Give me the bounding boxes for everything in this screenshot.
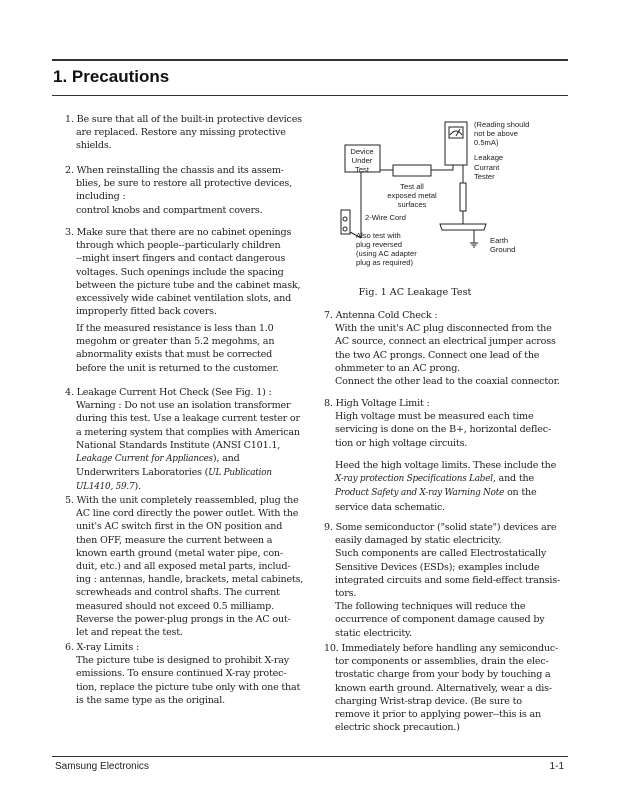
text-line <box>324 547 560 560</box>
text-line <box>324 561 560 574</box>
text-line <box>65 177 292 190</box>
svg-text:surfaces: surfaces <box>397 200 427 209</box>
italic-text: UL Publication <box>208 468 272 479</box>
text-segment: duit, etc.) and all exposed metal parts, includ- <box>76 561 291 573</box>
text-segment: 3. Make sure that there are no cabinet openings <box>65 227 292 238</box>
text-line <box>324 309 560 322</box>
text-line <box>324 613 560 626</box>
text-segment: the two AC prongs. Connect one lead of the <box>335 349 540 361</box>
text-line <box>76 322 279 335</box>
text-line <box>65 520 303 533</box>
text-segment: megohm or greater than 5.2 megohms, an <box>76 336 275 348</box>
svg-text:Test: Test <box>355 165 369 174</box>
text-line <box>65 600 303 613</box>
text-segment: ing : antennas, handle, brackets, metal cabinets, <box>76 574 304 586</box>
earth-pipe <box>440 224 486 230</box>
precaution-4 <box>65 386 300 495</box>
text-segment: --might insert fingers and contact dangerous <box>76 253 286 265</box>
svg-text:2-Wire Cord: 2-Wire Cord <box>365 213 406 222</box>
precaution-7 <box>324 309 560 388</box>
text-line <box>324 721 558 734</box>
text-line <box>324 335 560 348</box>
text-segment: let and repeat the test. <box>76 627 183 639</box>
precaution-2 <box>65 164 292 217</box>
text-segment: service data schematic. <box>335 501 445 513</box>
probe-resistor <box>393 165 431 176</box>
text-segment: a metering system that complies with American <box>76 426 300 438</box>
text-line <box>65 641 300 654</box>
text-segment: tor components or assemblies, drain the elec- <box>335 656 549 668</box>
text-line <box>324 627 560 640</box>
text-segment: tors. <box>335 588 357 600</box>
text-line <box>324 322 560 335</box>
text-segment: Underwriters Laboratories ( <box>76 467 209 479</box>
text-segment: AC line cord directly the power outlet. With the <box>76 508 299 520</box>
text-line <box>65 494 303 507</box>
precaution-8 <box>324 397 551 450</box>
leakage-tester <box>445 122 467 165</box>
text-segment: 4. Leakage Current Hot Check (See Fig. 1) : <box>65 387 272 398</box>
text-line <box>324 521 560 534</box>
text-line <box>324 375 560 388</box>
text-segment: The following techniques will reduce the <box>335 601 526 613</box>
italic-text: Leakage Current for Appliances <box>76 454 213 465</box>
svg-text:Currant: Currant <box>474 163 500 172</box>
text-line <box>65 292 300 305</box>
text-line <box>324 574 560 587</box>
italic-text: X-ray protection Specifications Label <box>335 474 493 485</box>
text-segment: 10. Immediately before handling any semiconduc- <box>324 643 559 654</box>
text-segment: screwheads and control shafts. The current <box>76 587 280 599</box>
text-segment: during this test. Use a leakage current tester or <box>76 413 300 425</box>
svg-text:plug reversed: plug reversed <box>356 240 403 249</box>
text-line <box>65 190 292 203</box>
resistance-note <box>76 322 279 375</box>
text-segment: tion or high voltage circuits. <box>335 437 468 449</box>
footer-company: Samsung Electronics <box>55 761 149 772</box>
text-segment: servicing is done on the B+, horizontal deflec- <box>335 424 551 436</box>
text-segment: tion, replace the picture tube only with one that <box>76 681 301 693</box>
text-line <box>324 682 558 695</box>
svg-text:0.5mA): 0.5mA) <box>474 138 499 147</box>
text-segment: Heed the high voltage limits. These include the <box>335 460 557 471</box>
footer-rule <box>52 756 568 757</box>
text-segment: National Standards Institute (ANSI C101.1, <box>76 439 281 451</box>
text-segment: control knobs and compartment covers. <box>76 204 263 216</box>
text-line <box>324 349 560 362</box>
text-line <box>65 239 300 252</box>
ac-leakage-test-diagram <box>320 110 560 285</box>
text-line <box>65 507 303 520</box>
text-line <box>65 252 300 265</box>
text-line <box>65 573 303 586</box>
high-voltage-note <box>335 459 556 514</box>
text-line <box>65 426 300 439</box>
text-segment: then OFF, measure the current between a <box>76 534 273 546</box>
text-segment: With the unit's AC plug disconnected from the <box>335 323 552 335</box>
text-segment: The picture tube is designed to prohibit X-ray <box>76 655 289 667</box>
text-line <box>65 547 303 560</box>
text-segment: remove it prior to applying power--this is an <box>335 709 541 721</box>
text-segment: 2. When reinstalling the chassis and its assem- <box>65 165 284 176</box>
text-segment: unit's AC switch first in the ON position and <box>76 521 283 533</box>
text-line <box>65 452 300 466</box>
text-segment: Sensitive Devices (ESDs); examples include <box>335 561 540 573</box>
text-line <box>65 439 300 452</box>
text-line <box>65 560 303 573</box>
svg-text:Ground: Ground <box>490 245 516 254</box>
svg-text:Under: Under <box>351 156 373 165</box>
text-line <box>324 534 560 547</box>
text-line <box>65 480 300 494</box>
text-line <box>324 655 558 668</box>
svg-text:(using AC adapter: (using AC adapter <box>356 249 417 258</box>
text-line <box>65 226 300 239</box>
text-segment: occurrence of component damage caused by <box>335 614 545 626</box>
text-line <box>65 113 302 126</box>
text-line <box>335 486 556 500</box>
text-line <box>65 466 300 480</box>
precaution-1 <box>65 113 302 153</box>
svg-text:Test all: Test all <box>400 182 424 191</box>
text-line <box>65 204 292 217</box>
svg-text:not be above: not be above <box>474 129 518 138</box>
text-segment: , and the <box>492 473 534 485</box>
text-line <box>324 397 551 410</box>
text-line <box>65 534 303 547</box>
text-line <box>324 708 558 721</box>
text-line <box>76 335 279 348</box>
text-line <box>76 348 279 361</box>
svg-text:Tester: Tester <box>474 172 495 181</box>
text-line <box>65 279 300 292</box>
text-segment: charging Wrist-strap device. (Be sure to <box>335 695 522 707</box>
text-segment: 5. With the unit completely reassembled, plug the <box>65 495 299 506</box>
text-segment: static electricity. <box>335 627 412 639</box>
diagram-labels <box>350 120 529 267</box>
text-line <box>65 139 302 152</box>
text-segment: AC source, connect an electrical jumper across <box>335 336 556 348</box>
italic-text: Product Safety and X-ray Warning Note <box>335 488 505 499</box>
text-segment: blies, be sure to restore all protective devices, <box>76 178 292 190</box>
text-segment: If the measured resistance is less than 1.0 <box>76 323 274 334</box>
text-line <box>335 459 556 472</box>
text-segment: integrated circuits and some field-effect transis- <box>335 574 561 586</box>
page-title: 1. Precautions <box>53 67 170 86</box>
text-segment: measured should not exceed 0.5 milliamp. <box>76 600 274 612</box>
text-segment: 9. Some semiconductor ("solid state") devices are <box>324 522 557 533</box>
text-segment: on the <box>504 487 537 499</box>
text-segment: Such components are called Electrostatically <box>335 548 547 560</box>
precaution-9 <box>324 521 560 640</box>
text-segment: High voltage must be measured each time <box>335 411 534 423</box>
text-segment: are replaced. Restore any missing protective <box>76 127 286 139</box>
text-segment: before the unit is returned to the customer. <box>76 362 279 374</box>
svg-text:(Reading should: (Reading should <box>474 120 530 129</box>
text-line <box>324 642 558 655</box>
svg-text:exposed metal: exposed metal <box>387 191 437 200</box>
svg-text:Device: Device <box>350 147 374 156</box>
text-segment: abnormality exists that must be corrected <box>76 349 273 361</box>
text-segment: Connect the other lead to the coaxial connector. <box>335 376 560 388</box>
text-segment: ), and <box>212 453 240 465</box>
text-segment: voltages. Such openings include the spacing <box>76 266 284 278</box>
text-line <box>65 266 300 279</box>
text-line <box>324 668 558 681</box>
precaution-5 <box>65 494 303 639</box>
text-segment: 6. X-ray Limits : <box>65 642 139 653</box>
title-rule <box>52 95 568 96</box>
text-segment: emissions. To ensure continued X-ray protec- <box>76 668 287 680</box>
text-line <box>324 437 551 450</box>
text-line <box>324 410 551 423</box>
text-line <box>324 587 560 600</box>
text-line <box>335 501 556 514</box>
text-line <box>65 681 300 694</box>
text-segment: Warning : Do not use an isolation transformer <box>76 400 291 412</box>
text-segment: ). <box>134 481 141 493</box>
top-rule <box>52 59 568 61</box>
text-line <box>324 600 560 613</box>
text-line <box>324 695 558 708</box>
text-segment: shields. <box>76 140 112 152</box>
text-segment: easily damaged by static electricity. <box>335 535 502 547</box>
text-segment: is the same type as the original. <box>76 694 225 706</box>
figure-caption: Fig. 1 AC Leakage Test <box>358 287 472 298</box>
text-segment: improperly fitted back covers. <box>76 306 217 318</box>
text-segment: through which people--particularly children <box>76 240 281 252</box>
svg-text:plug as required): plug as required) <box>356 258 413 267</box>
text-line <box>65 694 300 707</box>
text-line <box>324 362 560 375</box>
text-segment: 7. Antenna Cold Check : <box>324 310 438 321</box>
precaution-6 <box>65 641 300 707</box>
text-segment: 1. Be sure that all of the built-in protective devices <box>65 114 302 125</box>
text-line <box>65 654 300 667</box>
text-segment: electric shock precaution.) <box>335 722 460 734</box>
text-line <box>65 412 300 425</box>
text-segment: ohmmeter to an AC prong. <box>335 362 461 374</box>
svg-text:Earth: Earth <box>490 236 509 245</box>
text-line <box>65 613 303 626</box>
svg-text:Leakage: Leakage <box>474 153 504 162</box>
text-line <box>335 472 556 486</box>
text-segment: including : <box>76 191 126 203</box>
text-line <box>65 126 302 139</box>
text-segment: known earth ground. Alternatively, wear a dis- <box>335 682 552 694</box>
text-line <box>65 164 292 177</box>
text-segment: between the picture tube and the cabinet mask, <box>76 279 301 291</box>
italic-text: UL1410, 59.7 <box>76 482 135 493</box>
text-segment: 8. High Voltage Limit : <box>324 398 430 409</box>
text-line <box>324 423 551 436</box>
text-segment: Reverse the power-plug prongs in the AC out- <box>76 613 291 625</box>
svg-text:Also test with: Also test with <box>356 231 401 240</box>
text-segment: known earth ground (metal water pipe, con- <box>76 547 283 559</box>
page-number: 1-1 <box>549 761 564 772</box>
text-line <box>65 586 303 599</box>
text-line <box>65 305 300 318</box>
precaution-3 <box>65 226 300 318</box>
text-line <box>65 399 300 412</box>
precaution-10 <box>324 642 558 734</box>
text-line <box>76 362 279 375</box>
text-line <box>65 386 300 399</box>
wall-outlet <box>341 210 350 234</box>
text-line <box>65 626 303 639</box>
text-line <box>65 667 300 680</box>
text-segment: excessively wide cabinet ventilation slots, and <box>76 293 292 305</box>
text-segment: trostatic charge from your body by touching a <box>335 669 551 681</box>
